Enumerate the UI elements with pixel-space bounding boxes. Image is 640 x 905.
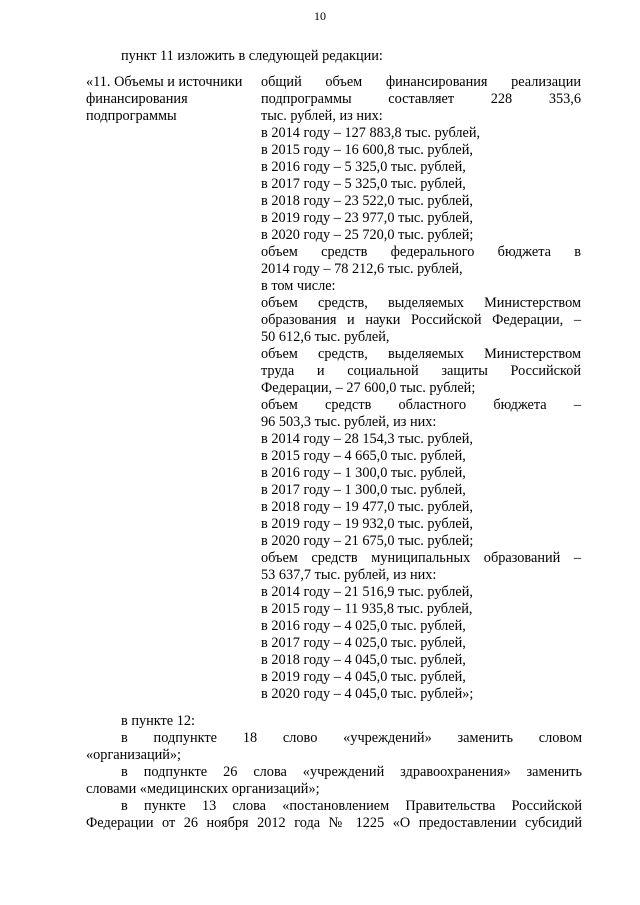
left-line: финансирования bbox=[86, 91, 188, 107]
page-number: 10 bbox=[314, 9, 326, 23]
left-line: «11. Объемы и источники bbox=[86, 74, 243, 90]
right-line: в 2015 году – 16 600,8 тыс. рублей, bbox=[261, 142, 473, 158]
right-line: подпрограммы составляет 228 353,6 bbox=[261, 91, 581, 107]
right-line: труда и социальной защиты Российской bbox=[261, 363, 581, 379]
right-line: 50 612,6 тыс. рублей, bbox=[261, 329, 390, 345]
paragraph-line: в пункте 13 слова «постановлением Правительства Российской bbox=[121, 798, 582, 814]
table-left-column bbox=[86, 74, 261, 703]
right-line: в 2016 году – 4 025,0 тыс. рублей, bbox=[261, 618, 466, 634]
right-line: объем средств муниципальных образований – bbox=[261, 550, 581, 566]
right-line: объем средств, выделяемых Министерством bbox=[261, 295, 581, 311]
right-line: в 2019 году – 4 045,0 тыс. рублей, bbox=[261, 669, 466, 685]
right-line: в 2018 году – 23 522,0 тыс. рублей, bbox=[261, 193, 473, 209]
right-line: в 2017 году – 5 325,0 тыс. рублей, bbox=[261, 176, 466, 192]
right-line: в 2017 году – 4 025,0 тыс. рублей, bbox=[261, 635, 466, 651]
right-line: в 2020 году – 25 720,0 тыс. рублей; bbox=[261, 227, 474, 243]
right-line: общий объем финансирования реализации bbox=[261, 74, 581, 90]
right-line: в 2020 году – 21 675,0 тыс. рублей; bbox=[261, 533, 474, 549]
right-line: в 2017 году – 1 300,0 тыс. рублей, bbox=[261, 482, 466, 498]
right-line: в 2019 году – 23 977,0 тыс. рублей, bbox=[261, 210, 473, 226]
right-line: в 2018 году – 19 477,0 тыс. рублей, bbox=[261, 499, 473, 515]
paragraph-line: в подпункте 26 слова «учреждений здравоохранения» заменить bbox=[121, 764, 582, 780]
right-line: в 2016 году – 1 300,0 тыс. рублей, bbox=[261, 465, 466, 481]
right-line: в 2014 году – 28 154,3 тыс. рублей, bbox=[261, 431, 473, 447]
paragraph-line: в пункте 12: bbox=[121, 713, 195, 729]
left-line: подпрограммы bbox=[86, 108, 177, 124]
right-line: в 2015 году – 11 935,8 тыс. рублей, bbox=[261, 601, 473, 617]
right-line: в 2015 году – 4 665,0 тыс. рублей, bbox=[261, 448, 466, 464]
right-line: 2014 году – 78 212,6 тыс. рублей, bbox=[261, 261, 463, 277]
right-line: в 2014 году – 21 516,9 тыс. рублей, bbox=[261, 584, 473, 600]
right-line: 53 637,7 тыс. рублей, из них: bbox=[261, 567, 437, 583]
intro-line: пункт 11 изложить в следующей редакции: bbox=[121, 48, 383, 64]
right-line: в 2014 году – 127 883,8 тыс. рублей, bbox=[261, 125, 481, 141]
right-line: объем средств областного бюджета – bbox=[261, 397, 581, 413]
right-line: объем средств федерального бюджета в bbox=[261, 244, 581, 260]
right-line: в 2019 году – 19 932,0 тыс. рублей, bbox=[261, 516, 473, 532]
right-line: образования и науки Российской Федерации, – bbox=[261, 312, 581, 328]
right-line: Федерации, – 27 600,0 тыс. рублей; bbox=[261, 380, 476, 396]
right-line: в 2020 году – 4 045,0 тыс. рублей»; bbox=[261, 686, 474, 702]
paragraph-line: в подпункте 18 слово «учреждений» заменить словом bbox=[121, 730, 582, 746]
right-line: в 2016 году – 5 325,0 тыс. рублей, bbox=[261, 159, 466, 175]
paragraph-line: словами «медицинских организаций»; bbox=[86, 781, 320, 797]
amendments-text bbox=[86, 713, 582, 832]
table-right-column bbox=[261, 74, 581, 703]
subprogram-table bbox=[86, 74, 586, 703]
right-line: тыс. рублей, из них: bbox=[261, 108, 383, 124]
right-line: 96 503,3 тыс. рублей, из них: bbox=[261, 414, 437, 430]
right-line: в 2018 году – 4 045,0 тыс. рублей, bbox=[261, 652, 466, 668]
right-line: в том числе: bbox=[261, 278, 336, 294]
paragraph-line: Федерации от 26 ноября 2012 года № 1225 «О предоставлении субсидий bbox=[86, 815, 582, 831]
right-line: объем средств, выделяемых Министерством bbox=[261, 346, 581, 362]
paragraph-line: «организаций»; bbox=[86, 747, 182, 763]
